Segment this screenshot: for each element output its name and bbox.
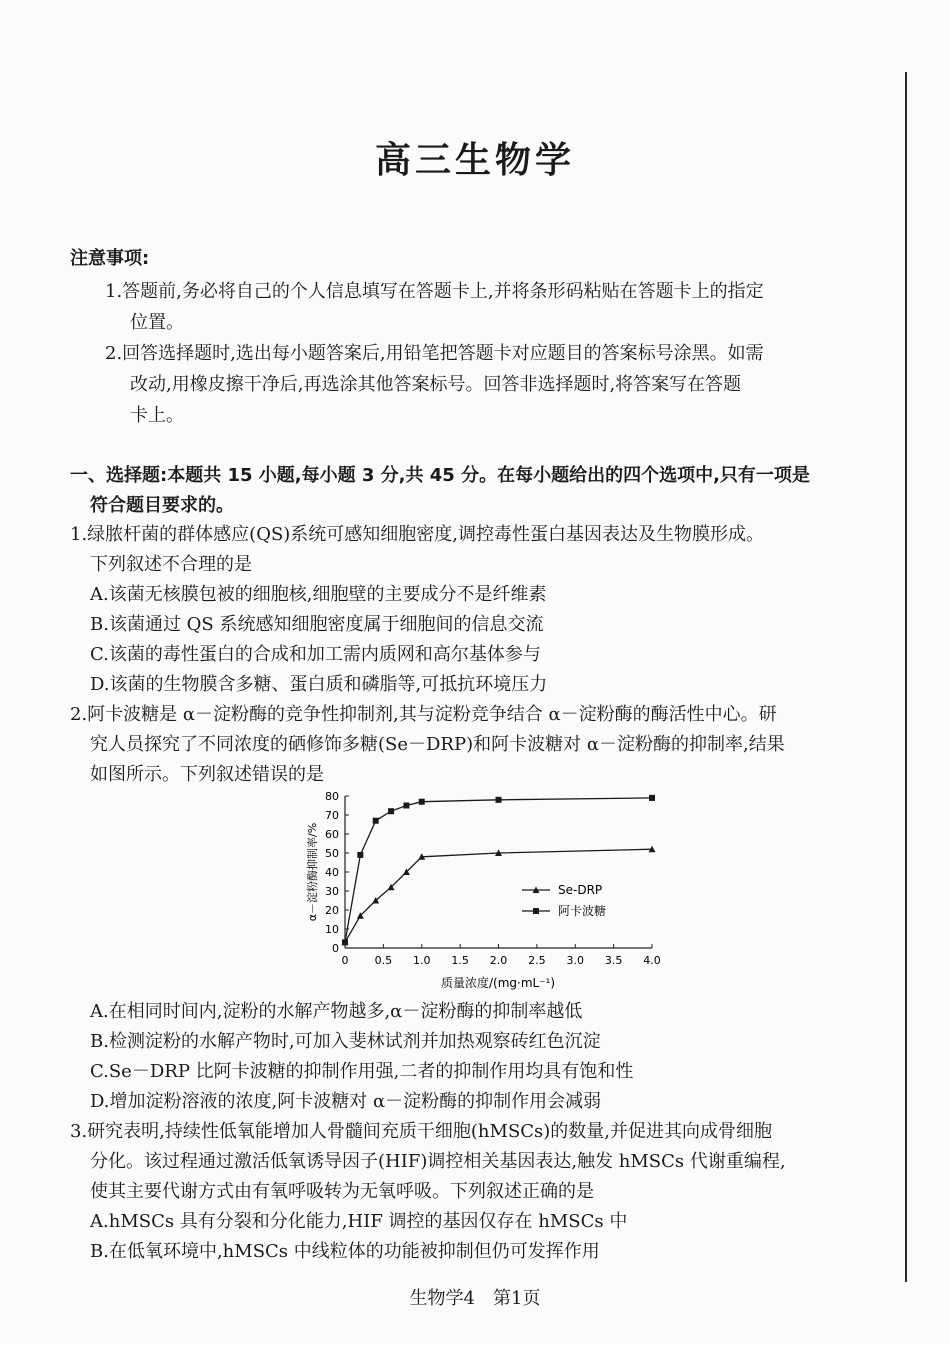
chart-xlabel: 质量浓度/(mg·mL⁻¹) bbox=[440, 976, 556, 990]
x-tick-label: 1.0 bbox=[413, 954, 431, 967]
x-tick-label: 1.5 bbox=[451, 954, 469, 967]
notice-heading: 注意事项: bbox=[70, 248, 150, 269]
inhibition-chart bbox=[290, 782, 680, 997]
q3-option-a: A.hMSCs 具有分裂和分化能力,HIF 调控的基因仅存在 hMSCs 中 bbox=[90, 1211, 628, 1232]
x-tick-label: 2.5 bbox=[528, 954, 546, 967]
y-tick-label: 60 bbox=[325, 828, 339, 841]
q1-option-d: D.该菌的生物膜含多糖、蛋白质和磷脂等,可抵抗环境压力 bbox=[90, 674, 548, 695]
section-heading-line-2: 符合题目要求的。 bbox=[90, 495, 234, 516]
q2-option-d: D.增加淀粉溶液的浓度,阿卡波糖对 α－淀粉酶的抑制作用会减弱 bbox=[90, 1091, 602, 1112]
series-line-1 bbox=[345, 849, 652, 942]
legend-label: 阿卡波糖 bbox=[558, 904, 607, 918]
data-point bbox=[419, 799, 425, 805]
notice-item-2-line-2: 改动,用橡皮擦干净后,再选涂其他答案标号。回答非选择题时,将答案写在答题 bbox=[130, 374, 742, 395]
page-title: 高三生物学 bbox=[374, 140, 575, 181]
data-point bbox=[357, 852, 363, 858]
q1-option-a: A.该菌无核膜包被的细胞核,细胞壁的主要成分不是纤维素 bbox=[90, 584, 547, 605]
q3-stem-line-2: 分化。该过程通过激活低氧诱导因子(HIF)调控相关基因表达,触发 hMSCs 代谢重编程, bbox=[90, 1151, 786, 1172]
legend-marker bbox=[533, 908, 539, 914]
notice-item-1-line-1: 1.答题前,务必将自己的个人信息填写在答题卡上,并将条形码粘贴在答题卡上的指定 bbox=[105, 281, 764, 302]
y-tick-label: 0 bbox=[332, 942, 339, 955]
chart-ylabel: α－淀粉酶抑制率/% bbox=[306, 822, 319, 922]
data-point bbox=[649, 795, 655, 801]
data-point bbox=[373, 818, 379, 824]
q2-stem-line-1: 2.阿卡波糖是 α－淀粉酶的竞争性抑制剂,其与淀粉竞争结合 α－淀粉酶的酶活性中心。研 bbox=[70, 704, 777, 725]
q1-stem-line-2: 下列叙述不合理的是 bbox=[90, 554, 252, 575]
page-footer: 生物学4 第1页 bbox=[409, 1288, 541, 1309]
data-point bbox=[496, 797, 502, 803]
x-tick-label: 3.5 bbox=[604, 954, 623, 967]
q2-stem-line-3: 如图所示。下列叙述错误的是 bbox=[90, 764, 324, 785]
data-point bbox=[403, 803, 409, 809]
x-tick-label: 0 bbox=[341, 954, 349, 967]
y-tick-label: 20 bbox=[325, 904, 339, 917]
y-tick-label: 70 bbox=[325, 809, 339, 822]
q3-stem-line-1: 3.研究表明,持续性低氧能增加人骨髓间充质干细胞(hMSCs)的数量,并促进其向成骨细胞 bbox=[70, 1121, 773, 1142]
y-tick-label: 30 bbox=[325, 885, 339, 898]
q2-stem-line-2: 究人员探究了不同浓度的硒修饰多糖(Se－DRP)和阿卡波糖对 α－淀粉酶的抑制率,结果 bbox=[90, 734, 785, 755]
notice-item-1-line-2: 位置。 bbox=[130, 312, 184, 333]
y-tick-label: 10 bbox=[325, 923, 339, 936]
margin-rule bbox=[905, 72, 907, 1282]
x-tick-label: 3.0 bbox=[566, 954, 584, 967]
y-tick-label: 80 bbox=[325, 790, 339, 803]
section-heading-line-1: 一、选择题:本题共 15 小题,每小题 3 分,共 45 分。在每小题给出的四个选项中,只有一项是 bbox=[70, 465, 810, 486]
x-tick-label: 4.0 bbox=[643, 954, 661, 967]
q2-option-a: A.在相同时间内,淀粉的水解产物越多,α－淀粉酶的抑制率越低 bbox=[90, 1001, 583, 1022]
y-tick-label: 50 bbox=[325, 847, 339, 860]
q1-option-c: C.该菌的毒性蛋白的合成和加工需内质网和高尔基体参与 bbox=[90, 644, 541, 665]
x-tick-label: 2.0 bbox=[489, 954, 508, 967]
legend-label: Se-DRP bbox=[558, 883, 603, 897]
q1-stem-line-1: 1.绿脓杆菌的群体感应(QS)系统可感知细胞密度,调控毒性蛋白基因表达及生物膜形成。 bbox=[70, 524, 765, 545]
x-tick-label: 0.5 bbox=[374, 954, 393, 967]
q2-option-b: B.检测淀粉的水解产物时,可加入斐林试剂并加热观察砖红色沉淀 bbox=[90, 1031, 601, 1052]
q3-stem-line-3: 使其主要代谢方式由有氧呼吸转为无氧呼吸。下列叙述正确的是 bbox=[90, 1181, 594, 1202]
data-point bbox=[342, 939, 348, 945]
q2-option-c: C.Se－DRP 比阿卡波糖的抑制作用强,二者的抑制作用均具有饱和性 bbox=[90, 1061, 634, 1082]
q1-option-b: B.该菌通过 QS 系统感知细胞密度属于细胞间的信息交流 bbox=[90, 614, 544, 635]
series-line-2 bbox=[345, 798, 652, 942]
notice-item-2-line-1: 2.回答选择题时,选出每小题答案后,用铅笔把答题卡对应题目的答案标号涂黑。如需 bbox=[105, 343, 764, 364]
q3-option-b: B.在低氧环境中,hMSCs 中线粒体的功能被抑制但仍可发挥作用 bbox=[90, 1241, 600, 1262]
data-point bbox=[388, 808, 394, 814]
notice-item-2-line-3: 卡上。 bbox=[130, 405, 184, 426]
y-tick-label: 40 bbox=[325, 866, 339, 879]
